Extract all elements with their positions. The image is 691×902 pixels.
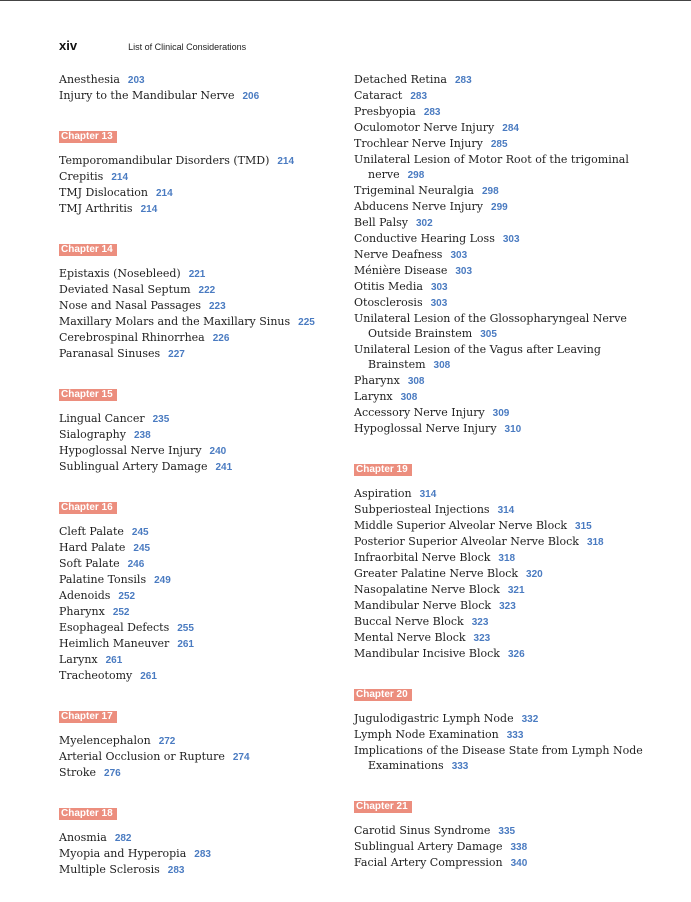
entry-page-number[interactable]: 276 bbox=[104, 768, 121, 779]
toc-entry bbox=[354, 839, 644, 855]
entry-term: Bell Palsy bbox=[354, 216, 408, 229]
toc-entry bbox=[59, 765, 339, 781]
entry-term: Pharynx bbox=[59, 605, 105, 618]
entry-page-number[interactable]: 318 bbox=[586, 537, 604, 548]
entry-page-number[interactable]: 340 bbox=[510, 858, 528, 869]
entry-term: Greater Palatine Nerve Block bbox=[354, 567, 519, 580]
entry-page-number[interactable]: 249 bbox=[154, 575, 171, 586]
entry-page-number[interactable]: 283 bbox=[410, 91, 428, 102]
entry-term: Ménière Disease bbox=[354, 264, 448, 277]
entry-page-number[interactable]: 303 bbox=[455, 266, 473, 277]
entry-page-number[interactable]: 214 bbox=[111, 172, 129, 183]
toc-entry bbox=[59, 427, 339, 443]
entry-term: Anosmia bbox=[59, 831, 107, 844]
entry-term: Temporomandibular Disorders (TMD) bbox=[59, 154, 270, 167]
toc-entry bbox=[59, 411, 339, 427]
entry-term: TMJ Dislocation bbox=[59, 186, 148, 199]
entry-term: Presbyopia bbox=[354, 105, 416, 118]
toc-entry bbox=[59, 153, 339, 169]
entry-page-number[interactable]: 214 bbox=[140, 204, 158, 215]
chapter-section bbox=[354, 798, 644, 871]
entry-term: Subperiosteal Injections bbox=[354, 503, 490, 516]
entry-term: Mandibular Nerve Block bbox=[354, 599, 492, 612]
toc-entry bbox=[354, 373, 644, 389]
toc-entry bbox=[354, 711, 644, 727]
entry-page-number[interactable]: 321 bbox=[507, 585, 525, 596]
toc-entry bbox=[354, 614, 644, 630]
toc-entry bbox=[354, 598, 644, 614]
entry-term: Tracheotomy bbox=[59, 669, 133, 682]
entry-term: Middle Superior Alveolar Nerve Block bbox=[354, 519, 568, 532]
chapter-label: Chapter 13 bbox=[59, 131, 117, 143]
toc-entry bbox=[59, 588, 339, 604]
entry-term: Adenoids bbox=[59, 589, 111, 602]
toc-entry bbox=[354, 534, 644, 550]
toc-entry bbox=[354, 342, 644, 373]
entry-term: Esophageal Defects bbox=[59, 621, 170, 634]
toc-entry bbox=[59, 749, 339, 765]
entry-term: Sublingual Artery Damage bbox=[354, 840, 503, 853]
entry-page-number[interactable]: 261 bbox=[140, 671, 157, 682]
toc-entry bbox=[59, 314, 339, 330]
entry-term: Accessory Nerve Injury bbox=[354, 406, 485, 419]
entry-page-number[interactable]: 235 bbox=[152, 414, 170, 425]
entry-term: Anesthesia bbox=[59, 73, 120, 86]
chapter-label: Chapter 16 bbox=[59, 502, 117, 514]
toc-entry bbox=[354, 247, 644, 263]
chapter-section bbox=[59, 708, 339, 781]
entry-term: Epistaxis (Nosebleed) bbox=[59, 267, 181, 280]
toc-entry bbox=[354, 855, 644, 871]
entry-page-number[interactable]: 303 bbox=[430, 282, 448, 293]
entry-term: Trigeminal Neuralgia bbox=[354, 184, 474, 197]
entry-page-number[interactable]: 203 bbox=[127, 75, 145, 86]
chapter-section bbox=[59, 72, 339, 104]
toc-entry bbox=[59, 846, 339, 862]
entry-term: Carotid Sinus Syndrome bbox=[354, 824, 491, 837]
entry-term: Hypoglossal Nerve Injury bbox=[354, 422, 497, 435]
toc-entry bbox=[59, 733, 339, 749]
entry-term: Injury to the Mandibular Nerve bbox=[59, 89, 235, 102]
entry-page-number[interactable]: 255 bbox=[177, 623, 194, 634]
right-column bbox=[354, 72, 644, 895]
entry-page-number[interactable]: 332 bbox=[521, 714, 539, 725]
entry-page-number[interactable]: 303 bbox=[450, 250, 468, 261]
entry-term: Maxillary Molars and the Maxillary Sinus bbox=[59, 315, 291, 328]
running-head: List of Clinical Considerations bbox=[128, 42, 247, 52]
entry-term: Abducens Nerve Injury bbox=[354, 200, 484, 213]
toc-entry bbox=[354, 486, 644, 502]
toc-entry bbox=[354, 199, 644, 215]
entry-term: Stroke bbox=[59, 766, 97, 779]
toc-entry bbox=[59, 298, 339, 314]
toc-entry bbox=[354, 405, 644, 421]
toc-entry bbox=[354, 279, 644, 295]
toc-entry bbox=[59, 830, 339, 846]
entry-page-number[interactable]: 305 bbox=[480, 329, 497, 340]
entry-page-number[interactable]: 338 bbox=[510, 842, 528, 853]
toc-entry bbox=[354, 582, 644, 598]
entry-term: Otitis Media bbox=[354, 280, 423, 293]
entry-page-number[interactable]: 283 bbox=[454, 75, 472, 86]
entry-term: Cataract bbox=[354, 89, 403, 102]
toc-entry bbox=[59, 282, 339, 298]
entry-term: Cerebrospinal Rhinorrhea bbox=[59, 331, 205, 344]
entry-term: Unilateral Lesion of the Vagus after Leaving Brainstem bbox=[354, 343, 601, 371]
entry-term: Implications of the Disease State from Lymph Node Examinations bbox=[354, 744, 643, 772]
entry-term: Soft Palate bbox=[59, 557, 120, 570]
entry-term: Oculomotor Nerve Injury bbox=[354, 121, 495, 134]
entry-page-number[interactable]: 284 bbox=[502, 123, 519, 134]
entry-page-number[interactable]: 298 bbox=[407, 170, 425, 181]
toc-entry bbox=[59, 266, 339, 282]
toc-entry bbox=[59, 556, 339, 572]
entry-page-number[interactable]: 323 bbox=[499, 601, 516, 612]
entry-page-number[interactable]: 214 bbox=[156, 188, 173, 199]
entry-page-number[interactable]: 315 bbox=[575, 521, 592, 532]
entry-term: Conductive Hearing Loss bbox=[354, 232, 495, 245]
entry-page-number[interactable]: 223 bbox=[209, 301, 226, 312]
entry-page-number[interactable]: 274 bbox=[232, 752, 250, 763]
entry-term: Deviated Nasal Septum bbox=[59, 283, 191, 296]
toc-entry bbox=[59, 862, 339, 878]
entry-term: Arterial Occlusion or Rupture bbox=[59, 750, 225, 763]
entry-term: Mental Nerve Block bbox=[354, 631, 466, 644]
toc-entry bbox=[59, 72, 339, 88]
entry-page-number[interactable]: 310 bbox=[504, 424, 522, 435]
entry-page-number[interactable]: 323 bbox=[473, 633, 491, 644]
entry-page-number[interactable]: 252 bbox=[118, 591, 136, 602]
chapter-section bbox=[59, 805, 339, 878]
toc-entry bbox=[354, 630, 644, 646]
entry-page-number[interactable]: 246 bbox=[127, 559, 145, 570]
entry-term: Multiple Sclerosis bbox=[59, 863, 160, 876]
entry-term: Pharynx bbox=[354, 374, 400, 387]
chapter-section bbox=[59, 499, 339, 684]
toc-entry bbox=[59, 201, 339, 217]
entry-term: Sublingual Artery Damage bbox=[59, 460, 208, 473]
toc-entry bbox=[354, 88, 644, 104]
entry-term: TMJ Arthritis bbox=[59, 202, 133, 215]
chapter-label: Chapter 20 bbox=[354, 689, 412, 701]
toc-entry bbox=[354, 421, 644, 437]
toc-entry bbox=[59, 169, 339, 185]
entry-term: Paranasal Sinuses bbox=[59, 347, 161, 360]
entry-term: Crepitis bbox=[59, 170, 104, 183]
toc-entry bbox=[59, 346, 339, 362]
entry-page-number[interactable]: 303 bbox=[502, 234, 520, 245]
entry-page-number[interactable]: 226 bbox=[212, 333, 230, 344]
entry-page-number[interactable]: 309 bbox=[492, 408, 510, 419]
entry-page-number[interactable]: 283 bbox=[167, 865, 185, 876]
toc-entry bbox=[354, 231, 644, 247]
entry-term: Aspiration bbox=[354, 487, 412, 500]
entry-page-number[interactable]: 320 bbox=[526, 569, 543, 580]
toc-entry bbox=[354, 72, 644, 88]
entry-page-number[interactable]: 240 bbox=[209, 446, 227, 457]
entry-page-number[interactable]: 222 bbox=[198, 285, 216, 296]
toc-entry bbox=[354, 152, 644, 183]
toc-entry bbox=[59, 330, 339, 346]
toc-entry bbox=[59, 668, 339, 684]
entry-term: Mandibular Incisive Block bbox=[354, 647, 500, 660]
toc-entry bbox=[59, 636, 339, 652]
entry-page-number[interactable]: 285 bbox=[490, 139, 508, 150]
entry-term: Nose and Nasal Passages bbox=[59, 299, 201, 312]
chapter-section bbox=[59, 386, 339, 475]
toc-entry bbox=[354, 104, 644, 120]
chapter-section bbox=[354, 686, 644, 774]
entry-term: Larynx bbox=[59, 653, 98, 666]
chapter-label: Chapter 19 bbox=[354, 464, 412, 476]
toc-entry bbox=[59, 620, 339, 636]
entry-page-number[interactable]: 245 bbox=[133, 543, 151, 554]
toc-entry bbox=[59, 459, 339, 475]
entry-term: Myelencephalon bbox=[59, 734, 151, 747]
entry-term: Trochlear Nerve Injury bbox=[354, 137, 483, 150]
toc-entry bbox=[354, 311, 644, 342]
toc-entry bbox=[354, 215, 644, 231]
entry-page-number[interactable]: 283 bbox=[194, 849, 211, 860]
entry-page-number[interactable]: 238 bbox=[133, 430, 151, 441]
entry-page-number[interactable]: 206 bbox=[242, 91, 260, 102]
chapter-section bbox=[354, 72, 644, 437]
toc-entry bbox=[59, 524, 339, 540]
entry-page-number[interactable]: 314 bbox=[419, 489, 437, 500]
entry-page-number[interactable]: 272 bbox=[158, 736, 176, 747]
chapter-label: Chapter 15 bbox=[59, 389, 117, 401]
entry-term: Facial Artery Compression bbox=[354, 856, 503, 869]
chapter-label: Chapter 14 bbox=[59, 244, 117, 256]
toc-entry bbox=[59, 572, 339, 588]
entry-page-number[interactable]: 333 bbox=[506, 730, 524, 741]
entry-page-number[interactable]: 245 bbox=[131, 527, 149, 538]
chapter-label: Chapter 21 bbox=[354, 801, 412, 813]
entry-page-number[interactable]: 214 bbox=[277, 156, 295, 167]
toc-entry bbox=[59, 185, 339, 201]
entry-page-number[interactable]: 227 bbox=[168, 349, 185, 360]
entry-page-number[interactable]: 303 bbox=[430, 298, 448, 309]
entry-page-number[interactable]: 333 bbox=[451, 761, 469, 772]
toc-entry bbox=[354, 550, 644, 566]
chapter-label: Chapter 18 bbox=[59, 808, 117, 820]
entry-term: Buccal Nerve Block bbox=[354, 615, 464, 628]
entry-term: Unilateral Lesion of Motor Root of the trigominal nerve bbox=[354, 153, 629, 181]
entry-term: Nerve Deafness bbox=[354, 248, 443, 261]
entry-term: Infraorbital Nerve Block bbox=[354, 551, 491, 564]
toc-entry bbox=[354, 823, 644, 839]
entry-term: Myopia and Hyperopia bbox=[59, 847, 187, 860]
entry-term: Lingual Cancer bbox=[59, 412, 145, 425]
toc-entry bbox=[354, 743, 644, 774]
entry-term: Larynx bbox=[354, 390, 393, 403]
entry-page-number[interactable]: 298 bbox=[481, 186, 499, 197]
entry-page-number[interactable]: 314 bbox=[497, 505, 515, 516]
entry-term: Hard Palate bbox=[59, 541, 126, 554]
toc-entry bbox=[59, 540, 339, 556]
entry-page-number[interactable]: 225 bbox=[298, 317, 315, 328]
page-header bbox=[59, 38, 246, 58]
toc-entry bbox=[354, 263, 644, 279]
entry-page-number[interactable]: 282 bbox=[114, 833, 132, 844]
entry-page-number[interactable]: 283 bbox=[423, 107, 441, 118]
entry-page-number[interactable]: 323 bbox=[471, 617, 489, 628]
chapter-section bbox=[354, 461, 644, 662]
toc-entry bbox=[59, 443, 339, 459]
entry-term: Detached Retina bbox=[354, 73, 447, 86]
toc-entry bbox=[354, 646, 644, 662]
toc-entry bbox=[59, 652, 339, 668]
entry-page-number[interactable]: 335 bbox=[498, 826, 516, 837]
entry-page-number[interactable]: 252 bbox=[112, 607, 130, 618]
entry-term: Palatine Tonsils bbox=[59, 573, 147, 586]
entry-page-number[interactable]: 326 bbox=[507, 649, 525, 660]
toc-entry bbox=[354, 518, 644, 534]
toc-entry bbox=[354, 502, 644, 518]
toc-entry bbox=[354, 183, 644, 199]
entry-term: Sialography bbox=[59, 428, 126, 441]
chapter-section bbox=[59, 128, 339, 217]
entry-page-number[interactable]: 308 bbox=[433, 360, 451, 371]
entry-term: Heimlich Maneuver bbox=[59, 637, 170, 650]
entry-term: Nasopalatine Nerve Block bbox=[354, 583, 500, 596]
toc-entry bbox=[354, 389, 644, 405]
entry-page-number[interactable]: 299 bbox=[491, 202, 508, 213]
toc-entry bbox=[354, 727, 644, 743]
toc-entry bbox=[354, 120, 644, 136]
toc-entry bbox=[59, 88, 339, 104]
toc-entry bbox=[354, 295, 644, 311]
entry-page-number[interactable]: 261 bbox=[105, 655, 123, 666]
entry-page-number[interactable]: 318 bbox=[498, 553, 516, 564]
entry-term: Posterior Superior Alveolar Nerve Block bbox=[354, 535, 579, 548]
entry-page-number[interactable]: 308 bbox=[407, 376, 425, 387]
chapter-section bbox=[59, 241, 339, 362]
entry-term: Unilateral Lesion of the Glossopharyngeal Nerve Outside Brainstem bbox=[354, 312, 627, 340]
entry-term: Cleft Palate bbox=[59, 525, 124, 538]
left-column bbox=[59, 72, 339, 902]
entry-page-number[interactable]: 221 bbox=[188, 269, 206, 280]
toc-entry bbox=[354, 566, 644, 582]
entry-page-number[interactable]: 308 bbox=[400, 392, 418, 403]
entry-page-number[interactable]: 261 bbox=[177, 639, 194, 650]
entry-page-number[interactable]: 302 bbox=[415, 218, 433, 229]
entry-term: Otosclerosis bbox=[354, 296, 423, 309]
entry-page-number[interactable]: 241 bbox=[215, 462, 233, 473]
page-number: xiv bbox=[59, 38, 78, 53]
entry-term: Hypoglossal Nerve Injury bbox=[59, 444, 202, 457]
toc-entry bbox=[59, 604, 339, 620]
chapter-label: Chapter 17 bbox=[59, 711, 117, 723]
entry-term: Jugulodigastric Lymph Node bbox=[354, 712, 514, 725]
top-rule bbox=[0, 0, 691, 1]
toc-entry bbox=[354, 136, 644, 152]
entry-term: Lymph Node Examination bbox=[354, 728, 499, 741]
